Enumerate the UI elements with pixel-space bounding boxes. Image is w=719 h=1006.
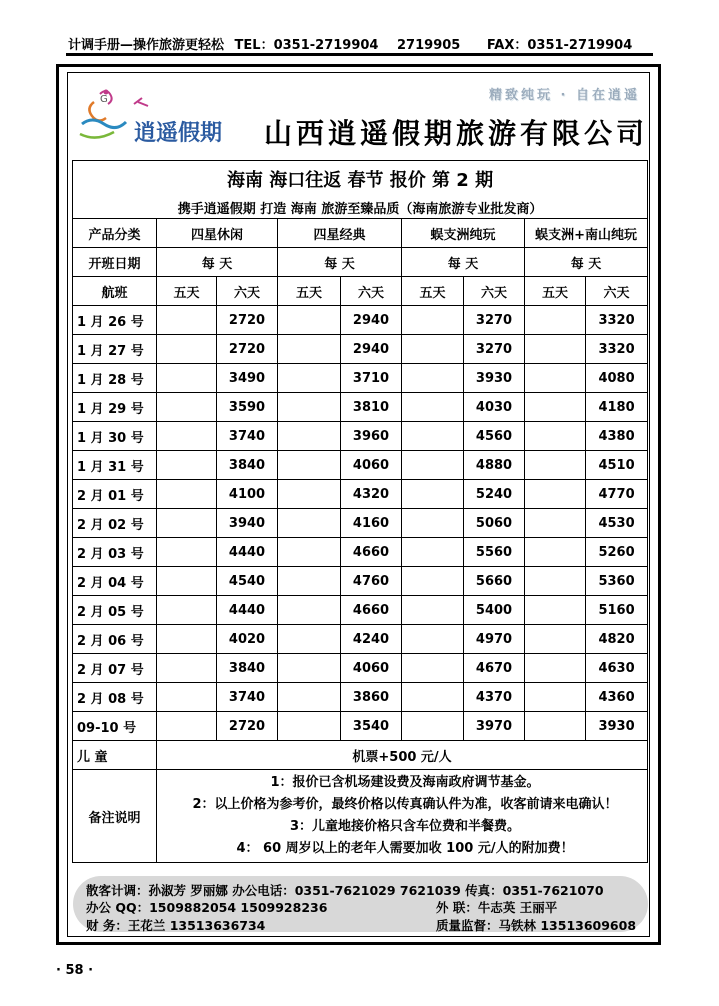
price-six-day: 4670 (464, 654, 525, 683)
table-row (73, 567, 648, 596)
price-five-day (157, 451, 217, 480)
row-date: 2 月 06 号 (73, 625, 157, 654)
remarks-label: 备注说明 (73, 770, 157, 863)
duration-cell: 五天 (157, 277, 217, 306)
price-five-day (157, 509, 217, 538)
price-six-day: 4060 (341, 654, 402, 683)
table-row (73, 393, 648, 422)
price-five-day (278, 393, 341, 422)
price-six-day: 2940 (341, 335, 402, 364)
price-six-day: 4240 (341, 625, 402, 654)
table-row (73, 306, 648, 335)
price-five-day (402, 451, 464, 480)
price-six-day: 4530 (586, 509, 648, 538)
price-six-day: 5660 (464, 567, 525, 596)
price-six-day: 2720 (217, 335, 278, 364)
remark-item: 3：儿童地接价格只含车位费和半餐费。 (290, 819, 521, 834)
table-row (73, 451, 648, 480)
price-five-day (278, 625, 341, 654)
price-six-day: 4320 (341, 480, 402, 509)
duration-cell: 五天 (278, 277, 341, 306)
price-six-day: 3270 (464, 335, 525, 364)
price-five-day (525, 364, 586, 393)
price-five-day (157, 364, 217, 393)
duration-row (73, 277, 648, 306)
price-five-day (278, 509, 341, 538)
remark-item: 4： 60 周岁以上的老年人需要加收 100 元/人的附加费！ (236, 841, 574, 856)
price-five-day (157, 625, 217, 654)
price-five-day (525, 625, 586, 654)
category-label: 产品分类 (73, 219, 157, 248)
price-six-day: 4970 (464, 625, 525, 654)
duration-cell: 六天 (586, 277, 648, 306)
table-title: 海南 海口往返 春节 报价 第 2 期 (73, 161, 648, 198)
price-five-day (525, 393, 586, 422)
row-date: 2 月 08 号 (73, 683, 157, 712)
price-six-day: 4510 (586, 451, 648, 480)
category-cell: 蜈支洲+南山纯玩 (525, 219, 648, 248)
price-five-day (278, 596, 341, 625)
price-five-day (402, 393, 464, 422)
contact-quality: 质量监督：马铁林 13513609608 (436, 918, 637, 933)
price-five-day (157, 567, 217, 596)
price-five-day (278, 654, 341, 683)
table-row (73, 364, 648, 393)
price-five-day (525, 712, 586, 741)
price-six-day: 3740 (217, 683, 278, 712)
duration-cell: 六天 (341, 277, 402, 306)
contact-finance: 财 务：王花兰 13513636734 (86, 918, 266, 933)
price-five-day (278, 683, 341, 712)
price-six-day: 4540 (217, 567, 278, 596)
price-six-day: 4440 (217, 538, 278, 567)
price-six-day: 4160 (341, 509, 402, 538)
price-five-day (402, 306, 464, 335)
price-five-day (402, 567, 464, 596)
table-row (73, 480, 648, 509)
price-table (72, 160, 648, 863)
row-date: 1 月 29 号 (73, 393, 157, 422)
table-row (73, 335, 648, 364)
contact-line-1: 散客计调：孙淑芳 罗丽娜 办公电话：0351-7621029 7621039 传真：0351-7621070 (86, 883, 604, 898)
price-five-day (157, 306, 217, 335)
remark-item: 1：报价已含机场建设费及海南政府调节基金。 (270, 775, 540, 790)
header-tel: TEL：0351-2719904 (234, 38, 379, 53)
price-six-day: 4440 (217, 596, 278, 625)
price-five-day (278, 335, 341, 364)
price-five-day (278, 567, 341, 596)
price-six-day: 3710 (341, 364, 402, 393)
price-five-day (525, 306, 586, 335)
price-six-day: 3940 (217, 509, 278, 538)
row-date: 2 月 04 号 (73, 567, 157, 596)
price-five-day (157, 335, 217, 364)
price-six-day: 3270 (464, 306, 525, 335)
price-six-day: 3540 (341, 712, 402, 741)
price-five-day (278, 480, 341, 509)
price-six-day: 4030 (464, 393, 525, 422)
price-six-day: 4100 (217, 480, 278, 509)
company-name: 山西逍遥假期旅游有限公司 (263, 117, 648, 150)
price-five-day (402, 625, 464, 654)
price-six-day: 4880 (464, 451, 525, 480)
price-six-day: 3320 (586, 335, 648, 364)
price-five-day (278, 364, 341, 393)
price-six-day: 5360 (586, 567, 648, 596)
duration-cell: 六天 (464, 277, 525, 306)
row-date: 1 月 31 号 (73, 451, 157, 480)
price-five-day (157, 393, 217, 422)
price-six-day: 3840 (217, 451, 278, 480)
price-five-day (278, 451, 341, 480)
table-row (73, 596, 648, 625)
price-five-day (402, 683, 464, 712)
price-five-day (157, 422, 217, 451)
remark-item: 2：以上价格为参考价，最终价格以传真确认件为准，收客前请来电确认！ (192, 797, 618, 812)
price-six-day: 3740 (217, 422, 278, 451)
price-six-day: 3320 (586, 306, 648, 335)
schedule-label: 开班日期 (73, 248, 157, 277)
row-date: 1 月 27 号 (73, 335, 157, 364)
price-six-day: 5560 (464, 538, 525, 567)
schedule-cell: 每 天 (278, 248, 402, 277)
price-six-day: 4080 (586, 364, 648, 393)
price-six-day: 2940 (341, 306, 402, 335)
duration-cell: 六天 (217, 277, 278, 306)
svg-text:G: G (100, 94, 108, 105)
price-six-day: 4020 (217, 625, 278, 654)
row-date: 2 月 07 号 (73, 654, 157, 683)
header-slogan: 计调手册—操作旅游更轻松 (68, 38, 225, 53)
price-six-day: 3490 (217, 364, 278, 393)
price-five-day (278, 538, 341, 567)
page-header (68, 34, 651, 52)
price-six-day: 4180 (586, 393, 648, 422)
duration-cell: 五天 (525, 277, 586, 306)
category-cell: 四星休闲 (157, 219, 278, 248)
price-rows (73, 306, 648, 741)
table-row (73, 654, 648, 683)
price-five-day (525, 567, 586, 596)
price-six-day: 4380 (586, 422, 648, 451)
price-five-day (525, 596, 586, 625)
price-five-day (402, 509, 464, 538)
price-five-day (525, 480, 586, 509)
price-five-day (157, 712, 217, 741)
price-six-day: 3810 (341, 393, 402, 422)
logo-text: 逍遥假期 (134, 121, 222, 146)
row-date: 1 月 28 号 (73, 364, 157, 393)
price-five-day (278, 712, 341, 741)
price-five-day (278, 306, 341, 335)
price-six-day: 4660 (341, 538, 402, 567)
table-row (73, 422, 648, 451)
children-price: 机票+500 元/人 (157, 741, 648, 770)
price-five-day (402, 335, 464, 364)
remarks-list (157, 770, 648, 863)
row-date: 2 月 05 号 (73, 596, 157, 625)
price-five-day (525, 422, 586, 451)
row-date: 1 月 30 号 (73, 422, 157, 451)
price-five-day (157, 480, 217, 509)
price-five-day (157, 538, 217, 567)
price-six-day: 4060 (341, 451, 402, 480)
price-five-day (278, 422, 341, 451)
price-six-day: 5160 (586, 596, 648, 625)
flight-label: 航班 (73, 277, 157, 306)
price-five-day (525, 654, 586, 683)
schedule-cell: 每 天 (157, 248, 278, 277)
price-six-day: 3860 (341, 683, 402, 712)
price-five-day (402, 712, 464, 741)
header-fax: FAX：0351-2719904 (486, 38, 633, 53)
category-cell: 四星经典 (278, 219, 402, 248)
price-six-day: 3930 (586, 712, 648, 741)
price-six-day: 3840 (217, 654, 278, 683)
price-five-day (157, 683, 217, 712)
price-five-day (402, 538, 464, 567)
price-six-day: 3930 (464, 364, 525, 393)
price-six-day: 3590 (217, 393, 278, 422)
page-number: · 58 · (56, 963, 94, 978)
category-row (73, 219, 648, 248)
price-six-day: 5400 (464, 596, 525, 625)
row-date: 2 月 03 号 (73, 538, 157, 567)
price-six-day: 3960 (341, 422, 402, 451)
price-five-day (402, 422, 464, 451)
price-six-day: 4630 (586, 654, 648, 683)
price-five-day (157, 654, 217, 683)
header-tel2: 2719905 (397, 38, 461, 53)
table-subtitle: 携手逍遥假期 打造 海南 旅游至臻品质（海南旅游专业批发商） (73, 197, 648, 219)
row-date: 09-10 号 (73, 712, 157, 741)
price-six-day: 4660 (341, 596, 402, 625)
contact-external: 外 联：牛志英 王丽平 (436, 900, 558, 915)
children-row (73, 741, 648, 770)
price-six-day: 5240 (464, 480, 525, 509)
company-logo (72, 80, 222, 150)
logo-icon (72, 80, 222, 150)
price-five-day (525, 335, 586, 364)
price-six-day: 2720 (217, 306, 278, 335)
table-row (73, 509, 648, 538)
price-six-day: 5260 (586, 538, 648, 567)
price-six-day: 4820 (586, 625, 648, 654)
category-cell: 蜈支洲纯玩 (402, 219, 525, 248)
price-five-day (402, 654, 464, 683)
children-label: 儿 童 (73, 741, 157, 770)
price-five-day (157, 596, 217, 625)
price-six-day: 4560 (464, 422, 525, 451)
price-six-day: 2720 (217, 712, 278, 741)
price-six-day: 3970 (464, 712, 525, 741)
price-six-day: 4360 (586, 683, 648, 712)
price-six-day: 4370 (464, 683, 525, 712)
row-date: 2 月 02 号 (73, 509, 157, 538)
brand-slogan: 精致纯玩 · 自在逍遥 (489, 88, 640, 103)
table-row (73, 625, 648, 654)
price-five-day (525, 683, 586, 712)
price-five-day (402, 480, 464, 509)
price-five-day (525, 509, 586, 538)
price-five-day (525, 538, 586, 567)
price-five-day (525, 451, 586, 480)
price-five-day (402, 364, 464, 393)
remarks-row (73, 770, 648, 863)
schedule-cell: 每 天 (525, 248, 648, 277)
price-six-day: 5060 (464, 509, 525, 538)
price-five-day (402, 596, 464, 625)
table-row (73, 538, 648, 567)
schedule-row (73, 248, 648, 277)
contact-qq: 办公 QQ：1509882054 1509928236 (86, 900, 328, 915)
schedule-cell: 每 天 (402, 248, 525, 277)
row-date: 2 月 01 号 (73, 480, 157, 509)
price-six-day: 4770 (586, 480, 648, 509)
table-row (73, 712, 648, 741)
duration-cell: 五天 (402, 277, 464, 306)
price-six-day: 4760 (341, 567, 402, 596)
row-date: 1 月 26 号 (73, 306, 157, 335)
table-row (73, 683, 648, 712)
